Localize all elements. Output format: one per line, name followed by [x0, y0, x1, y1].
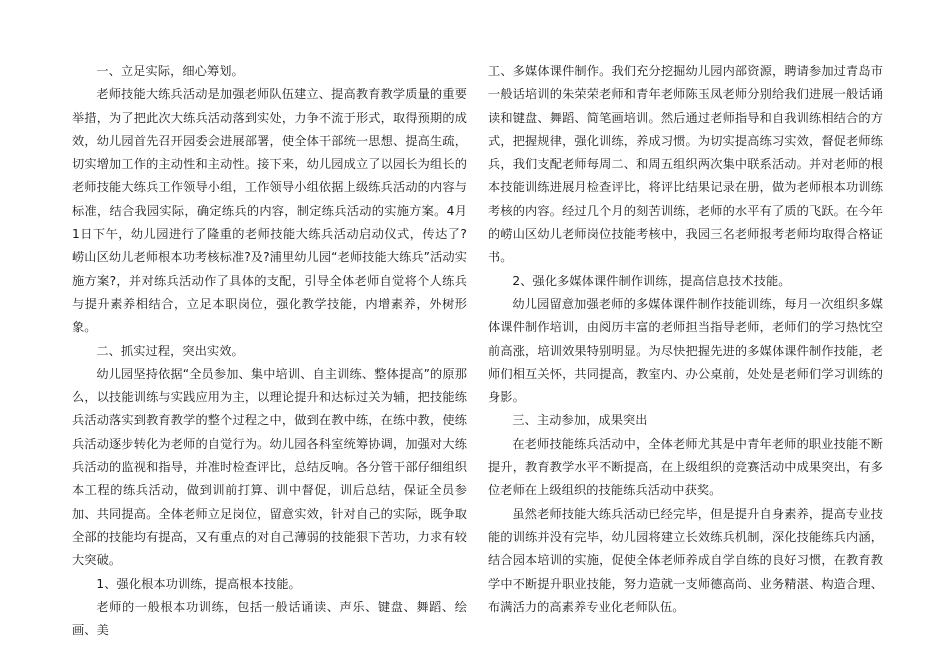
- paragraph: 老师的一般根本功训练，包括一般话诵读、声乐、键盘、舞蹈、绘画、美: [72, 599, 467, 638]
- paragraph-continued: 工、多媒体课件制作。我们充分挖掘幼儿园内部资源，聘请参加过青岛市一般话培训的朱荣荣老师和青年老师陈玉凤老师分别给我们进展一般话诵读和键盘、舞蹈、简笔画培训。然后通过老师指导和自我训练相结合的方式，把握规律，强化训练，养成习惯。为切实提高练习实效，督促老师练兵，我们支配老师每周二、和周五组织两次集中联系活动。并对老师的根本技能训练进展月检查评比，将评比结果记录在册，做为老师根本功训练考核的内容。经过几个月的刻苦训练，老师的水平有了质的飞跃。在今年的崂山区幼儿老师岗位技能考核中，我园三名老师报考老师均取得合格证书。: [488, 64, 883, 265]
- section-heading-3: 三、主动参加，成果突出: [512, 413, 648, 428]
- section-heading-2: 二、抓实过程，突出实效。: [96, 343, 244, 358]
- left-column: [72, 60, 467, 642]
- section-heading-1: 一、立足实际，细心筹划。: [96, 64, 244, 78]
- paragraph: 老师技能大练兵活动是加强老师队伍建立、提高教育教学质量的重要举措，为了把此次大练兵活动落到实处，力争不流于形式，取得预期的成效，幼儿园首先召开园委会进展部署，使全体干部统一思想、提高生疏，切实增加工作的主动性和主动性。接下来，幼儿园成立了以园长为组长的老师技能大练兵工作领导小组，工作领导小组依据上级练兵活动的内容与标准，结合我园实际，确定练兵的内容，制定练兵活动的实施方案。4月1日下午，幼儿园进行了隆重的老师技能大练兵活动启动仪式，传达了?崂山区幼儿老师根本功考核标准?及?浦里幼儿园“老师技能大练兵”活动实施方案?，并对练兵活动作了具体的支配，引导全体老师自觉将个人练兵与提升素养相结合，立足本职岗位，强化教学技能，内增素养，外树形象。: [72, 87, 467, 335]
- paragraph: 幼儿园坚持依据“全员参加、集中培训、自主训练、整体提高”的原那么，以技能训练与实践应用为主，以理论提升和达标过关为辅，把技能练兵活动落实到教育教学的整个过程之中，做到在教中练，在练中教，使练兵活动逐步转化为老师的自觉行为。幼儿园各科室统筹协调，加强对大练兵活动的监视和指导，并准时检查评比，总结反响。各分管干部仔细组织本工程的练兵活动，做到训前打算、训中督促，训后总结，保证全员参加、共同提高。全体老师立足岗位，留意实效，针对自己的实际，既争取全部的技能均有提高，又有重点的对自己薄弱的技能狠下苦功，力求有较大突破。: [72, 366, 467, 568]
- paragraph: 虽然老师技能大练兵活动已经完毕，但是提升自身素养，提高专业技能的训练并没有完毕，幼儿园将建立长效练兵机制，深化技能练兵内涵，结合园本培训的实施，促使全体老师养成自学自练的良好习惯，在教育教学中不断提升职业技能，努力造就一支师德高尚、业务精湛、构造合理、布满活力的高素养专业化老师队伍。: [488, 506, 883, 614]
- subsection-heading-2: 2、强化多媒体课件制作训练，提高信息技术技能。: [512, 273, 791, 288]
- paragraph: 在老师技能练兵活动中，全体老师尤其是中青年老师的职业技能不断提升，教育教学水平不断提高，在上级组织的竞赛活动中成果突出，有多位老师在上级组织的技能练兵活动中获奖。: [488, 436, 883, 498]
- subsection-heading-1: 1、强化根本功训练，提高根本技能。: [96, 576, 301, 591]
- right-column: [488, 60, 883, 619]
- paragraph: 幼儿园留意加强老师的多媒体课件制作技能训练，每月一次组织多媒体课件制作培训，由阅历丰富的老师担当指导老师，老师们的学习热忱空前高涨，培训效果特别明显。为尽快把握先进的多媒体课件制作技能，老师们相互关怀，共同提高，教室内、办公桌前，处处是老师们学习训练的身影。: [488, 296, 883, 405]
